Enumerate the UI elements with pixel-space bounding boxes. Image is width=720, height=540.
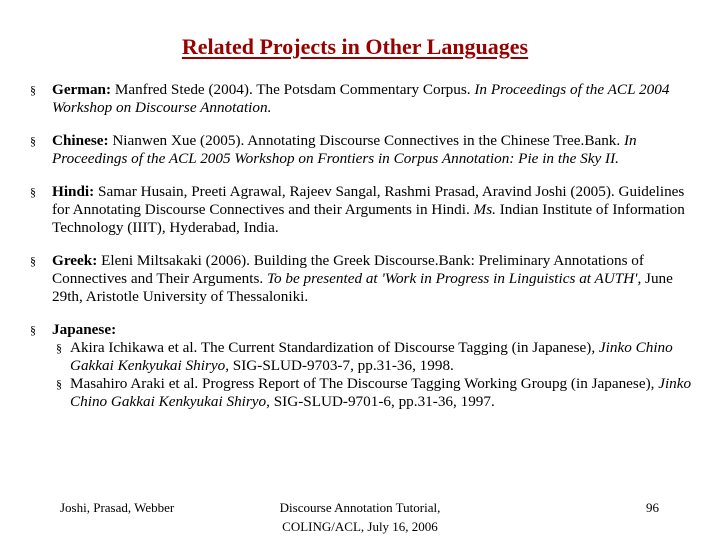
bullet-icon: § (30, 83, 36, 97)
reference-venue: To be presented at 'Work in Progress in Linguistics at AUTH' (266, 270, 638, 287)
reference-text: Samar Husain, Preeti Agrawal, Rajeev Sangal, Rashmi Prasad, Aravind Joshi (2005). Guidelines for Annotating Discourse Connectives and their Arguments in Hindi. (52, 183, 685, 218)
reference-tail: Indian Institute of Information Technology (IIIT), Hyderabad, India. (52, 201, 685, 236)
footer-event-line1: Discourse Annotation Tutorial, (279, 500, 441, 515)
sub-list-item (56, 339, 702, 375)
bullet-icon: § (56, 341, 62, 355)
bullet-icon: § (30, 254, 36, 268)
reference-tail: , June 29th, Aristotle University of Thessaloniki. (52, 270, 673, 305)
list-item-hindi (30, 183, 702, 237)
reference-tail: , SIG-SLUD-9701-6, pp.31-36, 1997. (266, 393, 495, 410)
footer-authors: Joshi, Prasad, Webber (60, 500, 175, 515)
bullet-icon: § (56, 377, 62, 391)
bullet-icon: § (30, 134, 36, 148)
reference-venue: In Proceedings of the ACL 2005 Workshop on Frontiers in Corpus Annotation: Pie in the Sky II. (52, 132, 637, 167)
slide-title: Related Projects in Other Languages (181, 34, 529, 59)
list-item-german (30, 81, 702, 117)
reference-list (30, 81, 702, 426)
reference-text: Manfred Stede (2004). The Potsdam Commentary Corpus. (111, 81, 475, 98)
footer-event (240, 498, 480, 536)
reference-text: Nianwen Xue (2005). Annotating Discourse Connectives in the Chinese Tree.Bank. (108, 132, 624, 149)
reference-venue: Ms. (473, 201, 496, 218)
reference-tail: , SIG-SLUD-9703-7, pp.31-36, 1998. (225, 357, 454, 374)
japanese-sublist (52, 339, 702, 411)
reference-venue: Jinko Chino Gakkai Kenkyukai Shiryo (70, 339, 673, 374)
list-item-japanese (30, 321, 702, 411)
bullet-icon: § (30, 185, 36, 199)
reference-text: Akira Ichikawa et al. The Current Standardization of Discourse Tagging (in Japanese), (70, 339, 599, 356)
language-label: Chinese: (52, 132, 109, 149)
list-item-greek (30, 252, 702, 306)
language-label: Greek: (52, 252, 98, 269)
footer-event-line2: COLING/ACL, July 16, 2006 (282, 519, 438, 534)
reference-text: Masahiro Araki et al. Progress Report of The Discourse Tagging Working Groupg (in Japanese), (70, 375, 659, 392)
bullet-icon: § (30, 323, 36, 337)
reference-text: Eleni Miltsakaki (2006). Building the Greek Discourse.Bank: Preliminary Annotations of Connectives and Their Arguments. (52, 252, 644, 287)
sub-list-item (56, 375, 702, 411)
list-item-chinese (30, 132, 702, 168)
language-label: German: (52, 81, 112, 98)
language-label: Hindi: (52, 183, 95, 200)
reference-venue: In Proceedings of the ACL 2004 Workshop on Discourse Annotation. (52, 81, 670, 116)
reference-venue: Jinko Chino Gakkai Kenkyukai Shiryo (70, 375, 692, 410)
language-label: Japanese: (52, 321, 117, 338)
page-number: 96 (646, 500, 659, 515)
